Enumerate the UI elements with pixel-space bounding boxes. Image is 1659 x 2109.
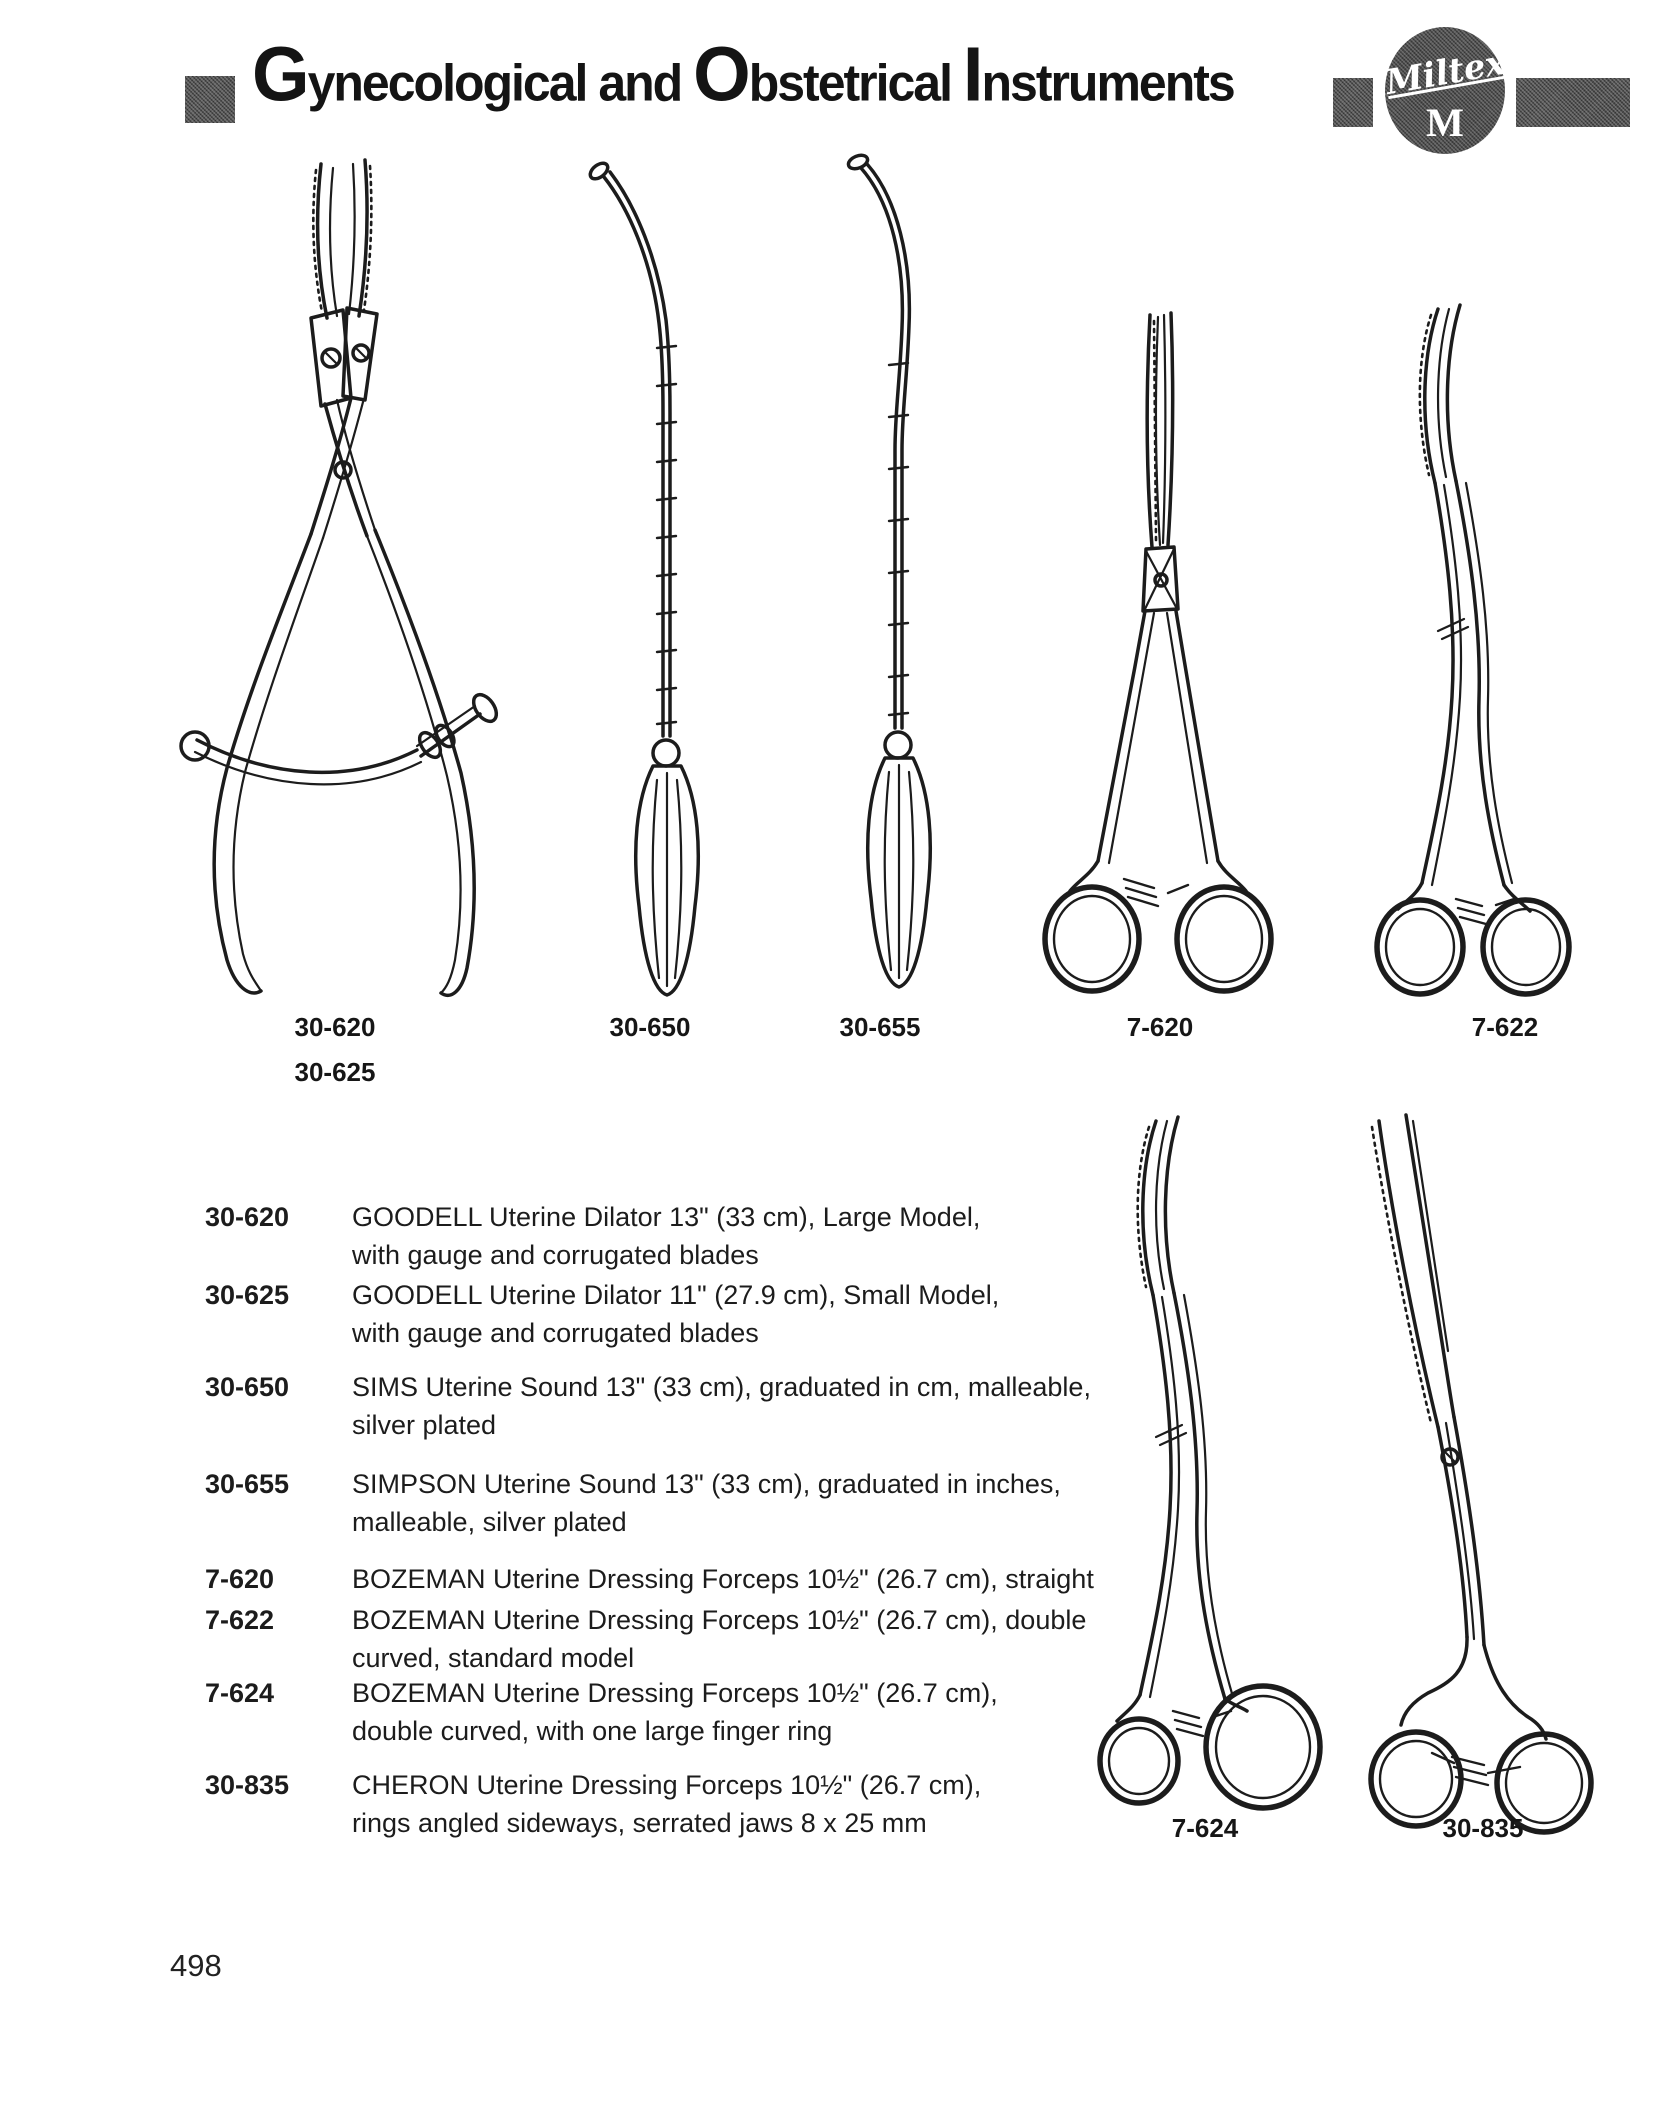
description-line: GOODELL Uterine Dilator 13" (33 cm), Large Model,: [352, 1202, 981, 1232]
goodell-uterine-dilator-illustration: [175, 148, 505, 1003]
description-line: malleable, silver plated: [352, 1507, 627, 1537]
product-description: [352, 1560, 1094, 1598]
sims-uterine-sound-illustration: [578, 158, 708, 998]
figure-label: 7-622: [1471, 1012, 1539, 1042]
description-line: GOODELL Uterine Dilator 11" (27.9 cm), Small Model,: [352, 1280, 1000, 1310]
figure-label: 30-835: [1442, 1813, 1524, 1843]
simpson-uterine-sound-illustration: [795, 150, 940, 1000]
product-description: [352, 1198, 980, 1274]
product-description: [352, 1766, 981, 1842]
miltex-logo-script: Miltex: [1382, 42, 1509, 104]
product-description: [352, 1674, 998, 1750]
description-line: SIMS Uterine Sound 13" (33 cm), graduated in cm, malleable,: [352, 1372, 1091, 1402]
product-code: 7-622: [205, 1605, 275, 1635]
product-description: [352, 1465, 1061, 1541]
figure-label: 30-655: [839, 1012, 921, 1042]
figure-label: 7-620: [1126, 1012, 1194, 1042]
description-line: BOZEMAN Uterine Dressing Forceps 10½" (26.7 cm), double: [352, 1605, 1087, 1635]
product-code: 30-835: [205, 1770, 290, 1800]
description-line: silver plated: [352, 1410, 497, 1440]
description-line: rings angled sideways, serrated jaws 8 x 25 mm: [352, 1808, 927, 1838]
figure-label: 7-624: [1171, 1813, 1239, 1843]
product-code: 7-620: [205, 1564, 275, 1594]
product-code: 30-625: [205, 1280, 290, 1310]
catalog-entry: [205, 1601, 1086, 1677]
product-description: [352, 1601, 1086, 1677]
catalog-entry: [205, 1674, 998, 1750]
product-code: 7-624: [205, 1678, 275, 1708]
miltex-logo-monogram: M: [1426, 100, 1464, 145]
header-left-block: [185, 76, 235, 123]
header-right-square: [1333, 78, 1373, 127]
product-code: 30-650: [205, 1372, 290, 1402]
title-initial: G: [252, 31, 308, 118]
bozeman-forceps-large-ring-illustration: [1085, 1105, 1335, 1805]
figure-label: 30-650: [609, 1012, 691, 1042]
description-line: BOZEMAN Uterine Dressing Forceps 10½" (26.7 cm),: [352, 1678, 998, 1708]
title-text: bstetrical: [748, 53, 963, 113]
catalog-entry: [205, 1766, 981, 1842]
title-initial: O: [693, 31, 749, 118]
miltex-logo: [1382, 27, 1509, 154]
page-number: 498: [170, 1948, 222, 1983]
title-text: nstruments: [981, 53, 1234, 113]
description-line: curved, standard model: [352, 1643, 635, 1673]
product-description: [352, 1368, 1091, 1444]
description-line: double curved, with one large finger ring: [352, 1716, 833, 1746]
bozeman-forceps-double-curved-illustration: [1372, 295, 1597, 1000]
description-line: SIMPSON Uterine Sound 13" (33 cm), graduated in inches,: [352, 1469, 1061, 1499]
description-line: BOZEMAN Uterine Dressing Forceps 10½" (26.7 cm), straight: [352, 1564, 1094, 1594]
description-line: with gauge and corrugated blades: [352, 1240, 759, 1270]
catalog-entry: [205, 1368, 1091, 1444]
description-line: CHERON Uterine Dressing Forceps 10½" (26.7 cm),: [352, 1770, 982, 1800]
product-code: 30-620: [205, 1202, 290, 1232]
catalog-entry: [205, 1276, 999, 1352]
page-title: [252, 30, 1234, 118]
title-initial: I: [962, 31, 982, 118]
catalog-entry: [205, 1198, 980, 1274]
catalog-entry: [205, 1560, 1094, 1598]
description-line: with gauge and corrugated blades: [352, 1318, 759, 1348]
catalog-entry: [205, 1465, 1061, 1541]
product-code: 30-655: [205, 1469, 290, 1499]
cheron-forceps-illustration: [1352, 1105, 1607, 1815]
product-description: [352, 1276, 999, 1352]
header-right-bar: [1516, 78, 1630, 127]
bozeman-forceps-straight-illustration: [1040, 305, 1275, 1000]
title-text: ynecological and: [307, 53, 694, 113]
figure-label: 30-620: [294, 1012, 376, 1042]
figure-label: 30-625: [294, 1057, 376, 1087]
